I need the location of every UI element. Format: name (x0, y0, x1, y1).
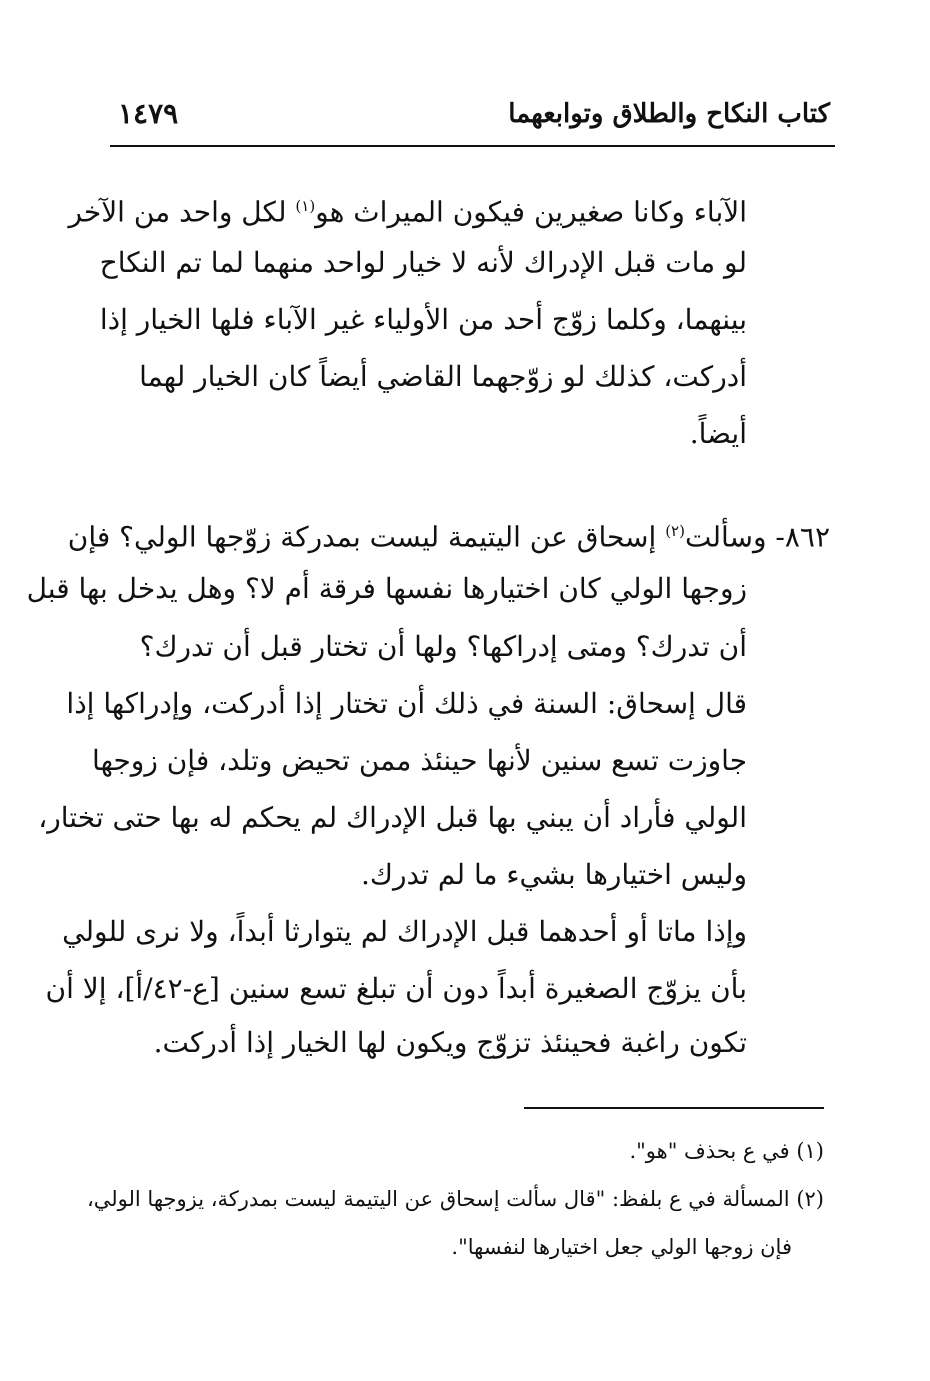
page-number: ١٤٧٩ (118, 97, 179, 130)
paragraph-line: لو مات قبل الإدراك لأنه لا خيار لواحد منهما لما تم النكاح (99, 246, 747, 279)
footnote-2: (٢) المسألة في ع بلفظ: "قال سألت إسحاق عن اليتيمة ليست بمدركة، يزوجها الولي، (87, 1187, 824, 1211)
entry-862-line: زوجها الولي كان اختيارها نفسها فرقة أم لا؟ وهل يدخل بها قبل (26, 572, 747, 605)
footnote-2-continuation: فإن زوجها الولي جعل اختيارها لنفسها". (451, 1235, 792, 1259)
entry-862-line: تكون راغبة فحينئذ تزوّج ويكون لها الخيار إذا أدركت. (153, 1026, 747, 1059)
page-header (110, 95, 835, 147)
footnote-separator (524, 1107, 824, 1109)
entry-862-line: أن تدرك؟ ومتى إدراكها؟ ولها أن تختار قبل أن تدرك؟ (139, 630, 747, 663)
header-title: كتاب النكاح والطلاق وتوابعهما (508, 99, 830, 129)
entry-862-line: الولي فأراد أن يبني بها قبل الإدراك لم يحكم له بها حتى تختار، (38, 801, 747, 834)
paragraph-line: الآباء وكانا صغيرين فيكون الميراث هو$^{(١)}$ لكل واحد من الآخر (68, 195, 747, 229)
entry-862-line: جاوزت تسع سنين لأنها حينئذ ممن تحيض وتلد، فإن زوجها (92, 744, 747, 777)
entry-862-line: ٨٦٢- وسألت$^{(٢)}$ إسحاق عن اليتيمة ليست بمدركة زوّجها الولي؟ فإن (67, 520, 830, 554)
paragraph-line: أدركت، كذلك لو زوّجهما القاضي أيضاً كان الخيار لهما (139, 360, 747, 393)
entry-862-line: وليس اختيارها بشيء ما لم تدرك. (361, 858, 747, 891)
footnote-marker: (١) (295, 197, 316, 215)
footnote-marker: (٢) (665, 522, 685, 540)
entry-862-line: قال إسحاق: السنة في ذلك أن تختار إذا أدركت، وإدراكها إذا (66, 687, 747, 720)
entry-862-line: وإذا ماتا أو أحدهما قبل الإدراك لم يتوارثا أبداً، ولا نرى للولي (62, 915, 747, 948)
paragraph-line: أيضاً. (689, 417, 747, 450)
paragraph-line: بينهما، وكلما زوّج أحد من الأولياء غير الآباء فلها الخيار إذا (99, 303, 747, 336)
footnote-1: (١) في ع بحذف "هو". (629, 1139, 824, 1163)
entry-862-line: بأن يزوّج الصغيرة أبداً دون أن تبلغ تسع سنين [ع-٤٢/أ]، إلا أن (45, 972, 747, 1005)
